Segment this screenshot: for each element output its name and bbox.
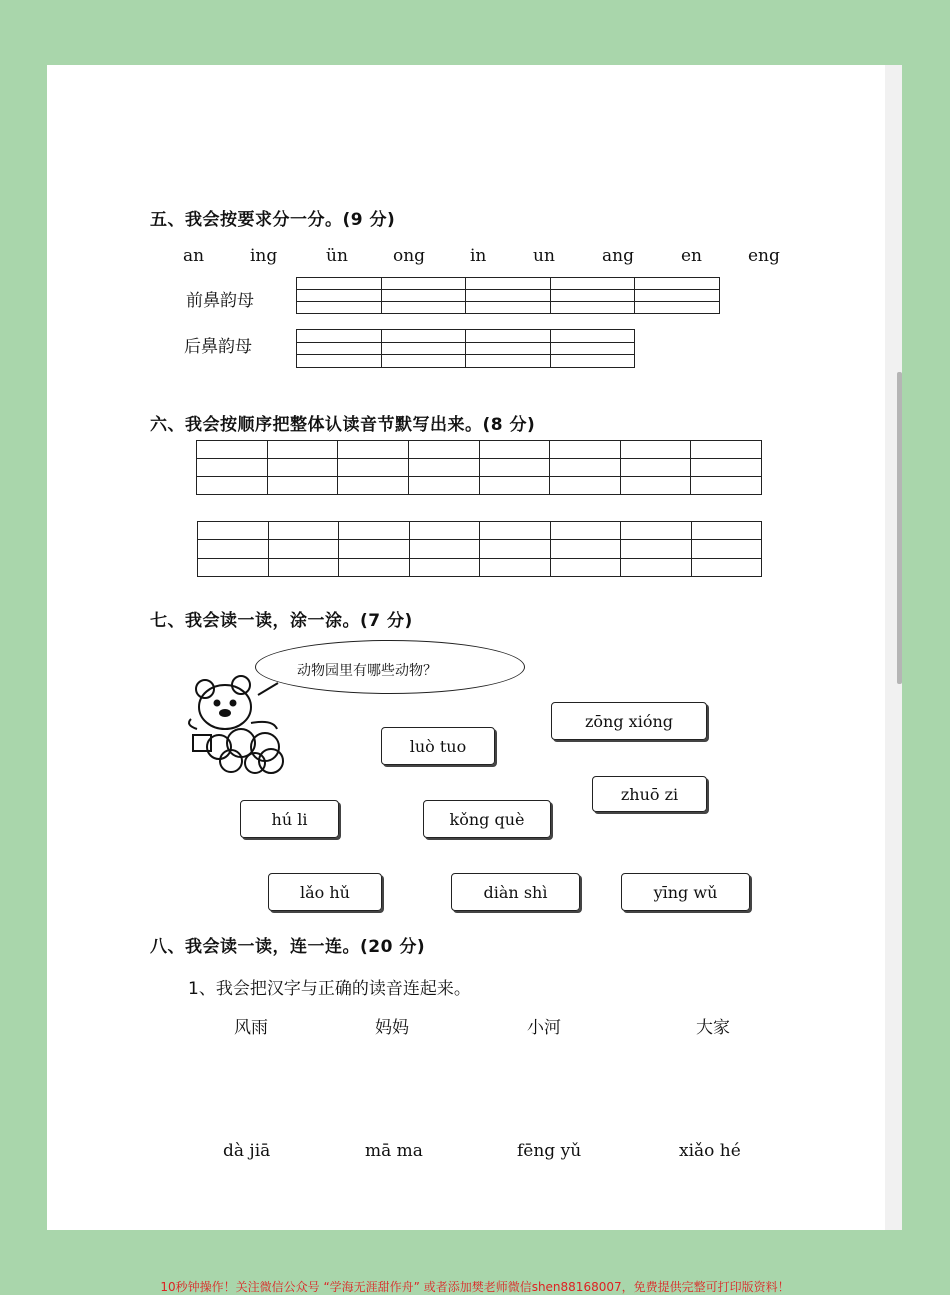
final-ang: ang: [602, 246, 634, 266]
scrollbar-thumb[interactable]: [897, 372, 902, 684]
section7-title: 七、我会读一读，涂一涂。(7 分): [150, 611, 413, 631]
syllable-writing-grid-1[interactable]: [196, 440, 762, 495]
pinyin-card-ying-wu[interactable]: yīng wǔ: [621, 873, 750, 911]
pinyin-da-jia[interactable]: dà jiā: [223, 1141, 271, 1161]
section6-title: 六、我会按顺序把整体认读音节默写出来。(8 分): [150, 415, 536, 435]
front-nasal-label: 前鼻韵母: [186, 291, 254, 311]
hanzi-ma-ma[interactable]: 妈妈: [375, 1018, 409, 1038]
final-an: an: [183, 246, 205, 266]
pinyin-card-luo-tuo[interactable]: luò tuo: [381, 727, 495, 765]
final-ong: ong: [393, 246, 426, 266]
back-nasal-label: 后鼻韵母: [184, 337, 252, 357]
syllable-writing-grid-2[interactable]: [197, 521, 762, 577]
pinyin-card-dian-shi[interactable]: diàn shì: [451, 873, 580, 911]
section8-subtitle: 1、我会把汉字与正确的读音连起来。: [188, 979, 471, 999]
pinyin-card-lao-hu[interactable]: lǎo hǔ: [268, 873, 382, 911]
pinyin-feng-yu[interactable]: fēng yǔ: [517, 1141, 582, 1161]
pinyin-card-zhuo-zi[interactable]: zhuō zi: [592, 776, 707, 812]
bear-illustration-icon: [183, 673, 293, 775]
final-un-umlaut: ün: [326, 246, 348, 266]
pinyin-card-hu-li[interactable]: hú li: [240, 800, 339, 838]
speech-bubble-text: 动物园里有哪些动物？: [297, 663, 437, 679]
section8-title: 八、我会读一读，连一连。(20 分): [150, 937, 426, 957]
pinyin-card-zong-xiong[interactable]: zōng xióng: [551, 702, 707, 740]
front-nasal-writing-grid[interactable]: [296, 277, 720, 314]
section5-title: 五、我会按要求分一分。(9 分): [150, 210, 396, 230]
back-nasal-writing-grid[interactable]: [296, 329, 635, 368]
hanzi-xiao-he[interactable]: 小河: [527, 1018, 561, 1038]
final-en: en: [681, 246, 703, 266]
final-ing: ing: [250, 246, 278, 266]
pinyin-card-kong-que[interactable]: kǒng què: [423, 800, 551, 838]
final-un: un: [533, 246, 555, 266]
final-eng: eng: [748, 246, 780, 266]
hanzi-da-jia[interactable]: 大家: [696, 1018, 730, 1038]
final-in: in: [470, 246, 487, 266]
pinyin-xiao-he[interactable]: xiǎo hé: [679, 1141, 741, 1161]
promo-footer-text: 10秒钟操作！关注微信公众号 “学海无涯甜作舟” 或者添加樊老师微信shen88168007，免费提供完整可打印版资料！: [160, 1280, 790, 1294]
pinyin-ma-ma[interactable]: mā ma: [365, 1141, 423, 1161]
hanzi-feng-yu[interactable]: 风雨: [234, 1018, 268, 1038]
